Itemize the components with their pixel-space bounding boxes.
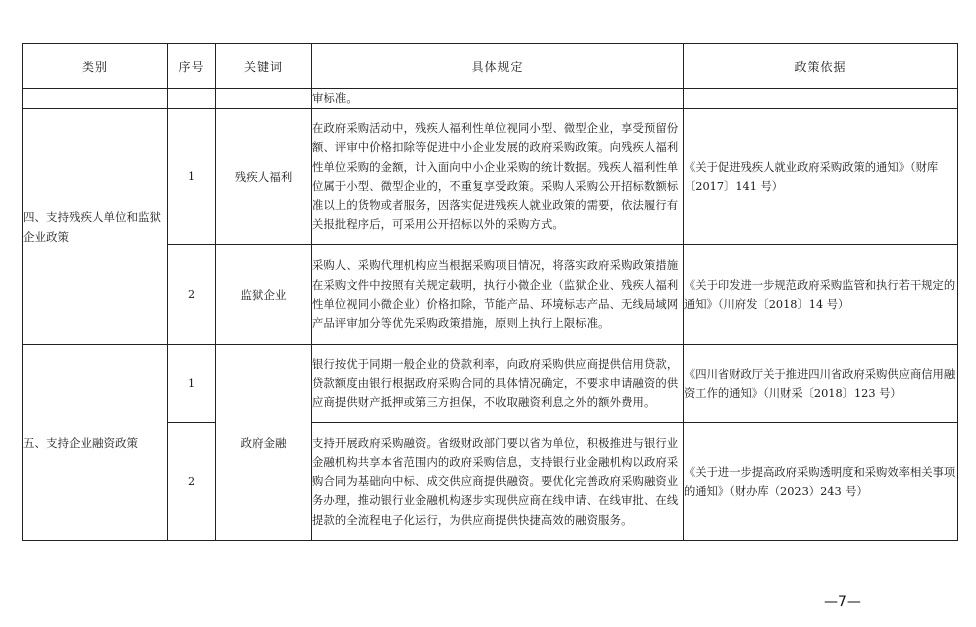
keyword-cell: 政府金融 — [216, 345, 312, 541]
header-category: 类别 — [23, 44, 168, 89]
keyword-cell: 监狱企业 — [216, 245, 312, 345]
number-cell: 1 — [168, 109, 216, 245]
header-keyword: 关键词 — [216, 44, 312, 89]
page-number: —7— — [824, 594, 861, 610]
rule-cell: 采购人、采购代理机构应当根据采购项目情况，将落实政府采购政策措施在采购文件中按照有关规定载明，执行小微企业（监狱企业、残疾人福利性单位视同小微企业）价格扣除，节能产品、环境标志产品、无线局域网产品评审加分等优先采购政策措施，原则上执行上限标准。 — [312, 245, 684, 345]
header-rule: 具体规定 — [312, 44, 684, 89]
table-row — [23, 345, 958, 423]
basis-cell: 《关于促进残疾人就业政府采购政策的通知》（财库〔2017〕141 号） — [684, 109, 958, 245]
table-header-row — [23, 44, 958, 89]
category-cell: 四、支持残疾人单位和监狱企业政策 — [23, 109, 168, 345]
policy-table — [22, 43, 958, 541]
rule-cell: 支持开展政府采购融资。省级财政部门要以省为单位，积极推进与银行业金融机构共享本省范围内的政府采购信息，支持银行业金融机构以政府采购合同为基础向中标、成交供应商提供融资。要优化完善政府采购融资业务办理，推动银行业金融机构逐步实现供应商在线申请、在线审批、在线提款的全流程电子化运行，为供应商提供快捷高效的融资服务。 — [312, 423, 684, 541]
table-row — [23, 109, 958, 245]
basis-cell: 《四川省财政厅关于推进四川省政府采购供应商信用融资工作的通知》（川财采〔2018〕123 号） — [684, 345, 958, 423]
basis-cell: 《关于进一步提高政府采购透明度和采购效率相关事项的通知》（财办库（2023）243 号） — [684, 423, 958, 541]
number-cell: 2 — [168, 245, 216, 345]
number-cell: 2 — [168, 423, 216, 541]
keyword-cell: 残疾人福利 — [216, 109, 312, 245]
header-number: 序号 — [168, 44, 216, 89]
category-cell: 五、支持企业融资政策 — [23, 345, 168, 541]
rule-cell: 在政府采购活动中，残疾人福利性单位视同小型、微型企业，享受预留份额、评审中价格扣除等促进中小企业发展的政府采购政策。向残疾人福利性单位采购的金额，计入面向中小企业采购的统计数据。残疾人福利性单位属于小型、微型企业的，不重复享受政策。采购人采购公开招标数额标准以上的货物或者服务，因落实促进残疾人就业政策的需要，依法履行有关报批程序后，可采用公开招标以外的采购方式。 — [312, 109, 684, 245]
rule-cell: 审标准。 — [312, 89, 684, 109]
header-basis: 政策依据 — [684, 44, 958, 89]
basis-cell: 《关于印发进一步规范政府采购监管和执行若干规定的通知》（川府发〔2018〕14 号） — [684, 245, 958, 345]
rule-cell: 银行按优于同期一般企业的贷款利率，向政府采购供应商提供信用贷款，贷款额度由银行根据政府采购合同的具体情况确定，不要求申请融资的供应商提供财产抵押或第三方担保，不收取融资利息之外的额外费用。 — [312, 345, 684, 423]
table-row-continued — [23, 89, 958, 109]
number-cell: 1 — [168, 345, 216, 423]
